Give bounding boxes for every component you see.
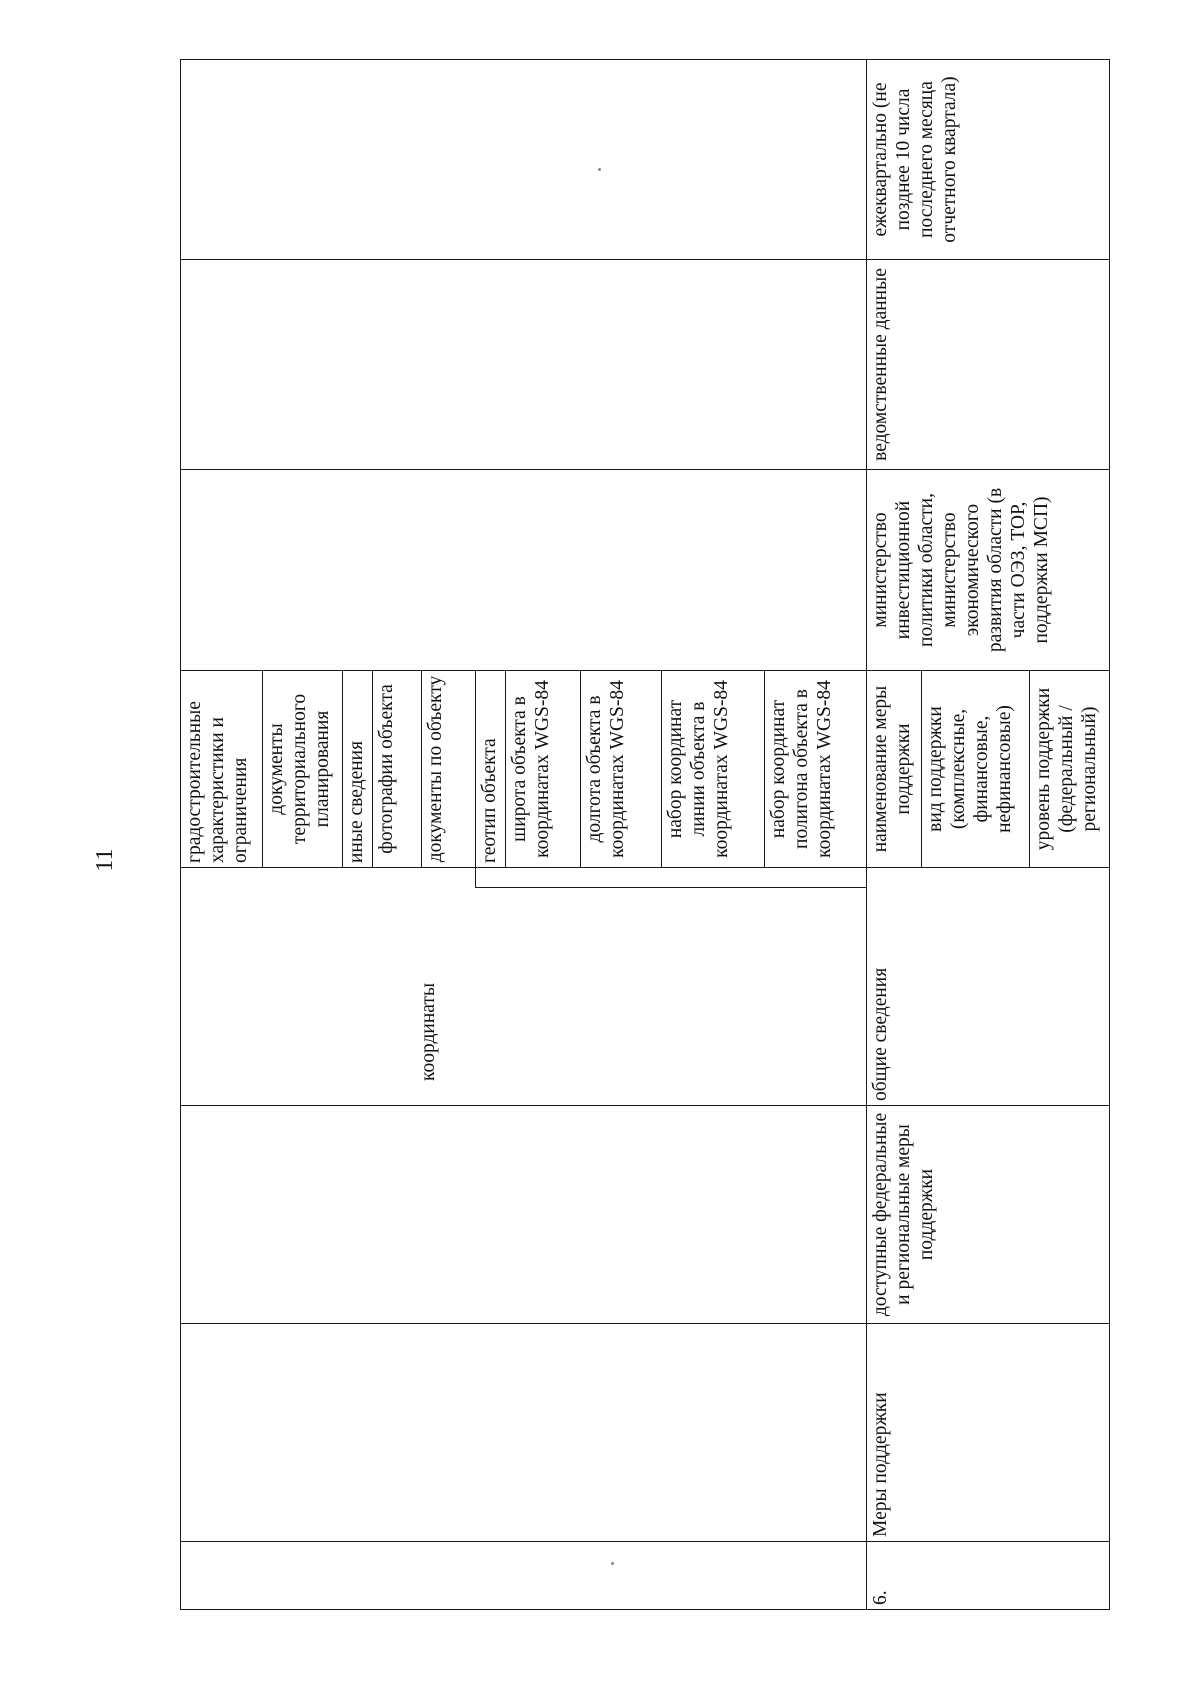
row-group: общие сведения <box>867 868 1110 1106</box>
row-description: доступные федеральные и региональные меры поддержки <box>867 1106 1110 1324</box>
rotated-table-wrapper <box>180 76 1110 1610</box>
table-row <box>662 60 765 1610</box>
row-field-3: уровень поддержки (федеральный / региональный) <box>1030 671 1110 868</box>
table-row <box>867 60 922 1610</box>
row-source: ведомственные данные <box>867 260 1110 470</box>
table-row <box>181 60 263 1610</box>
table-row <box>373 60 422 1610</box>
table-row <box>581 60 662 1610</box>
table-row <box>342 60 372 1610</box>
row-field-1: наименование меры поддержки <box>867 671 922 868</box>
upper-field-4: фотографии объекта <box>373 671 422 868</box>
coord-field-3: долгота объекта в координатах WGS-84 <box>581 671 662 868</box>
upper-field-5: документы по объекту <box>421 671 475 868</box>
scan-speck <box>611 1562 614 1565</box>
upper-field-3: иные сведения <box>342 671 372 868</box>
coordinates-group-label: координаты <box>418 982 440 1081</box>
page-number: 11 <box>92 848 118 872</box>
table-row <box>421 60 475 1610</box>
coord-field-2: широта объекта в координатах WGS-84 <box>505 671 581 868</box>
table-row <box>505 60 581 1610</box>
upper-field-1: градостроительные характеристики и ограничения <box>181 671 263 868</box>
coord-field-4: набор координат линии объекта в координатах WGS-84 <box>662 671 765 868</box>
row-responsible: министерство инвестиционной политики области, министерство экономического развития области (в части ОЭЗ, ТОР, поддержки МСП) <box>867 470 1110 671</box>
coord-field-1: геотип объекта <box>475 671 505 868</box>
row-frequency: ежеквартально (не позднее 10 числа последнего месяца отчетного квартала) <box>867 60 1110 260</box>
document-table <box>180 59 1110 1610</box>
table-row <box>764 60 867 1610</box>
table-row <box>263 60 343 1610</box>
coordinates-group <box>418 888 866 1106</box>
row-field-2: вид поддержки (комплексные, финансовые, нефинансовые) <box>922 671 1030 868</box>
scan-speck <box>598 168 601 171</box>
row-number: 6. <box>867 1542 1110 1610</box>
upper-field-2: документы территориального планирования <box>263 671 343 868</box>
coord-field-5: набор координат полигона объекта в координатах WGS-84 <box>764 671 867 868</box>
table-row <box>475 60 505 1610</box>
row-name: Меры поддержки <box>867 1324 1110 1542</box>
